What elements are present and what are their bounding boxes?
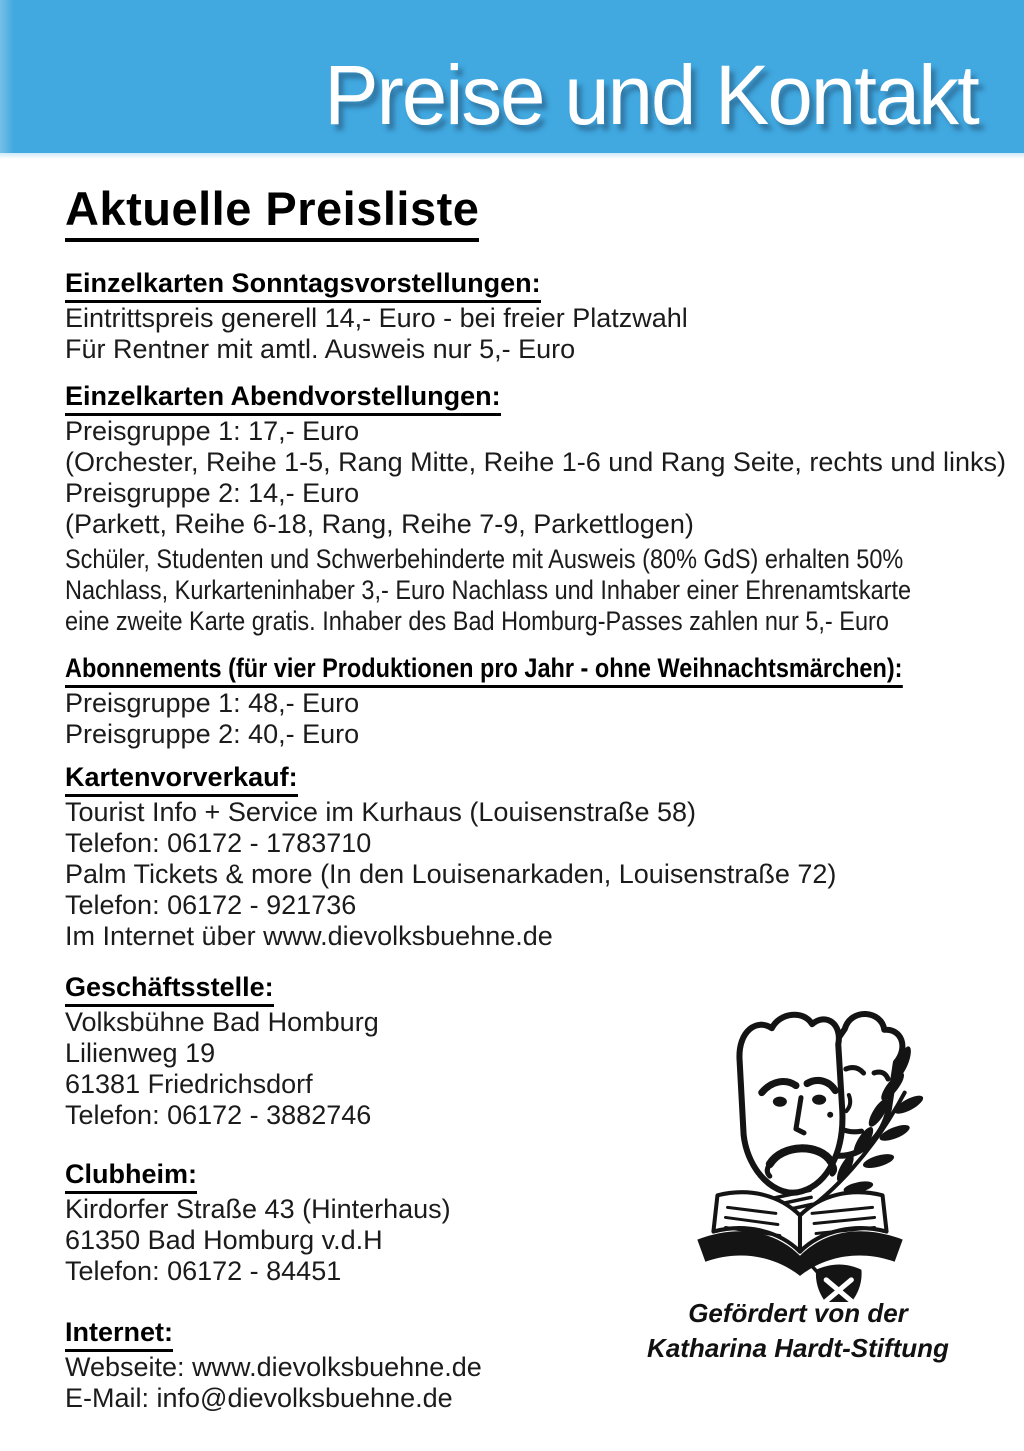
text-line: (Orchester, Reihe 1-5, Rang Mitte, Reihe 1-6 und Rang Seite, rechts und links) xyxy=(65,447,1006,477)
text-line: Tourist Info + Service im Kurhaus (Louisenstraße 58) xyxy=(65,797,697,827)
text-line: Lilienweg 19 xyxy=(65,1038,216,1068)
theater-masks-logo-svg xyxy=(674,1000,926,1302)
text-line: Im Internet über www.dievolksbuehne.de xyxy=(65,921,553,951)
sponsor-line-2: Katharina Hardt-Stiftung xyxy=(647,1333,949,1363)
text-line: Preisgruppe 1: 17,- Euro xyxy=(65,416,360,446)
text-line: Preisgruppe 1: 48,- Euro xyxy=(65,688,360,718)
theater-masks-logo xyxy=(650,1000,950,1307)
text-line: Für Rentner mit amtl. Ausweis nur 5,- Euro xyxy=(65,334,576,364)
section-kartenvorverkauf xyxy=(65,762,1010,952)
text-line: Kirdorfer Straße 43 (Hinterhaus) xyxy=(65,1194,451,1224)
page-title: Aktuelle Preisliste xyxy=(65,183,479,242)
section-ermaessigungen xyxy=(65,544,1010,637)
section-heading: Clubheim: xyxy=(65,1159,197,1194)
text-line: (Parkett, Reihe 6-18, Rang, Reihe 7-9, Parkettlogen) xyxy=(65,509,694,539)
text-line: Preisgruppe 2: 40,- Euro xyxy=(65,719,360,749)
text-line: Eintrittspreis generell 14,- Euro - bei freier Platzwahl xyxy=(65,303,688,333)
text-line: 61350 Bad Homburg v.d.H xyxy=(65,1225,383,1255)
section-abonnements xyxy=(65,653,1010,750)
section-heading: Einzelkarten Sonntagsvorstellungen: xyxy=(65,268,541,303)
text-line: Telefon: 06172 - 84451 xyxy=(65,1256,342,1286)
text-line: 61381 Friedrichsdorf xyxy=(65,1069,313,1099)
text-line: Telefon: 06172 - 1783710 xyxy=(65,828,372,858)
text-line: eine zweite Karte gratis. Inhaber des Bad Homburg-Passes zahlen nur 5,- Euro xyxy=(65,606,889,636)
sponsor-caption xyxy=(638,1296,958,1366)
header-banner xyxy=(0,0,1024,153)
text-line: Telefon: 06172 - 3882746 xyxy=(65,1100,372,1130)
section-heading: Einzelkarten Abendvorstellungen: xyxy=(65,381,501,416)
banner-title: Preise und Kontakt xyxy=(324,48,978,142)
text-line: Preisgruppe 2: 14,- Euro xyxy=(65,478,360,508)
text-line: Webseite: www.dievolksbuehne.de xyxy=(65,1352,482,1382)
text-line: Schüler, Studenten und Schwerbehinderte mit Ausweis (80% GdS) erhalten 50% xyxy=(65,544,904,574)
text-line: Nachlass, Kurkarteninhaber 3,- Euro Nachlass und Inhaber einer Ehrenamtskarte xyxy=(65,575,912,605)
text-line: Volksbühne Bad Homburg xyxy=(65,1007,379,1037)
banner-fade-edge xyxy=(0,153,1024,159)
section-abendvorstellungen xyxy=(65,381,1010,540)
section-heading: Kartenvorverkauf: xyxy=(65,762,298,797)
text-line: Palm Tickets & more (In den Louisenarkaden, Louisenstraße 72) xyxy=(65,859,837,889)
text-line: Telefon: 06172 - 921736 xyxy=(65,890,357,920)
section-heading: Abonnements (für vier Produktionen pro Jahr - ohne Weihnachtsmärchen): xyxy=(65,653,902,688)
text-line: E-Mail: info@dievolksbuehne.de xyxy=(65,1383,453,1413)
section-heading: Geschäftsstelle: xyxy=(65,972,274,1007)
section-sonntagsvorstellungen xyxy=(65,268,1010,365)
sponsor-line-1: Gefördert von der xyxy=(688,1298,908,1328)
section-heading: Internet: xyxy=(65,1317,173,1352)
